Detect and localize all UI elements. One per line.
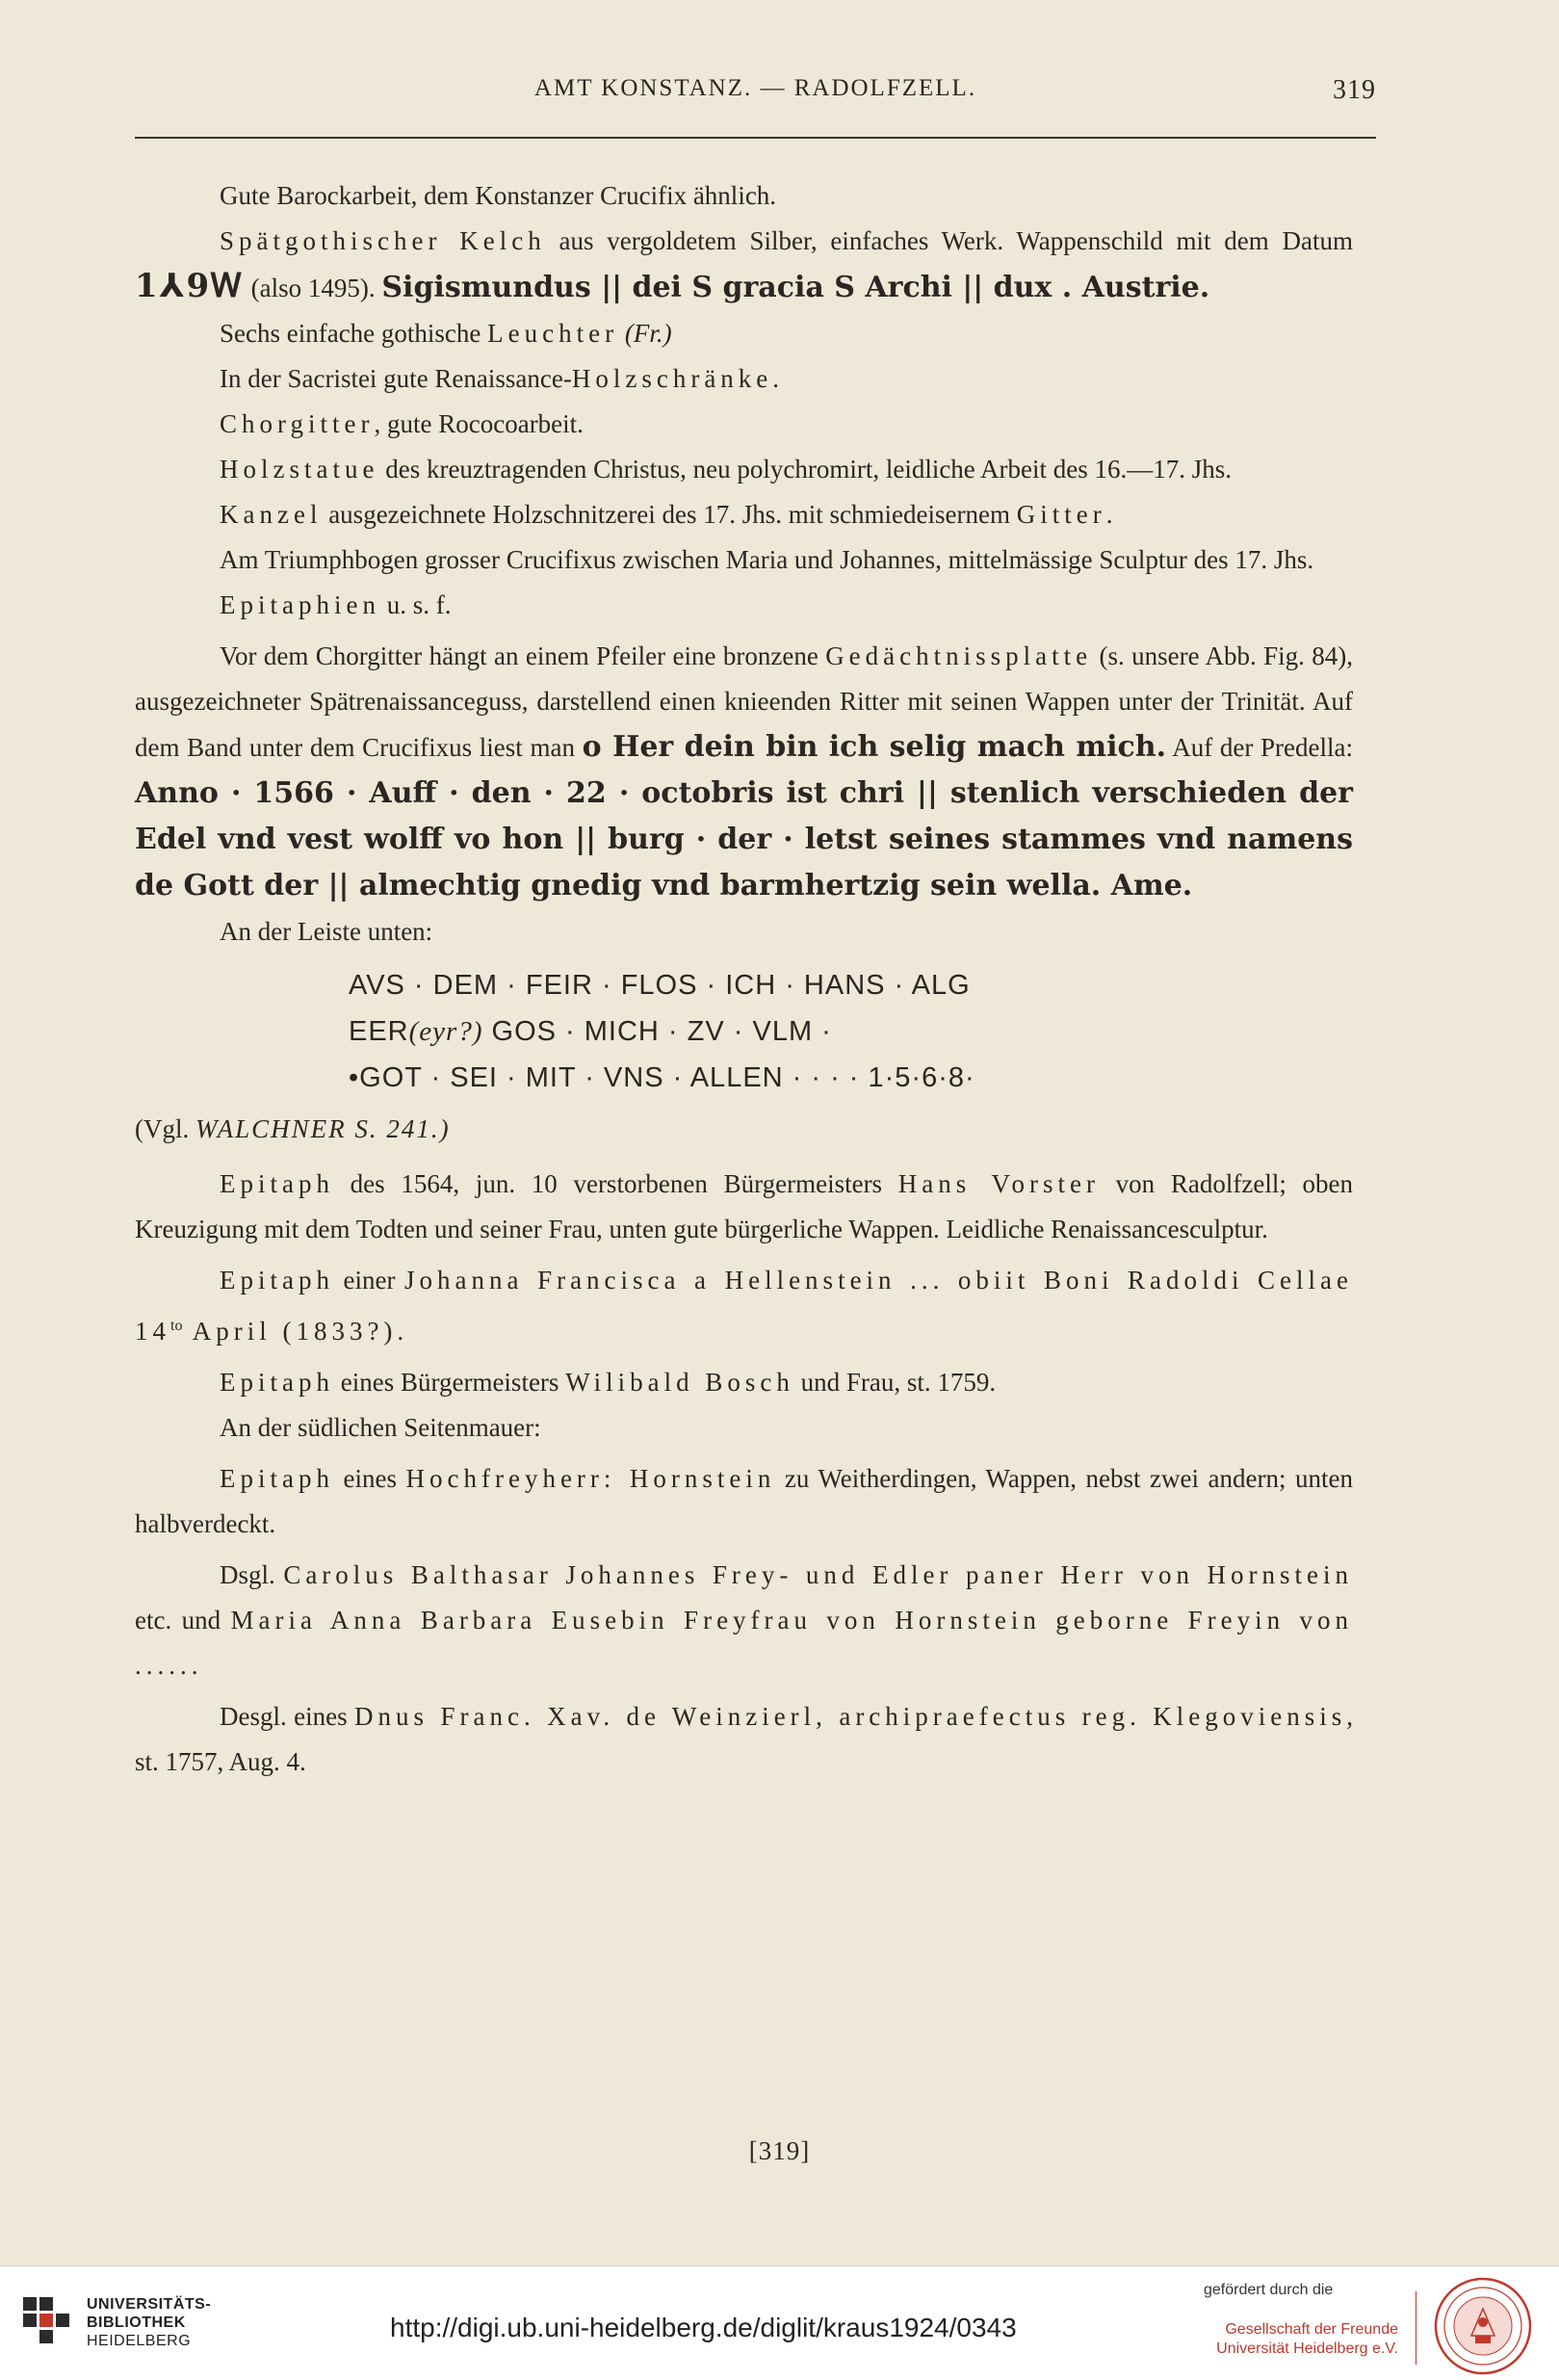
paragraph (135, 909, 1353, 955)
text: , gute Rococoarbeit. (374, 409, 584, 438)
permalink-url[interactable]: http://digi.ub.uni-heidelberg.de/diglit/kraus1924/0343 (390, 2313, 1017, 2342)
text: Sechs einfache gothische (220, 319, 488, 348)
university-seal-icon (1433, 2276, 1533, 2376)
page-number: 319 (1333, 75, 1376, 105)
spaced-term: April (1833?). (182, 1317, 409, 1346)
running-title: AMT KONSTANZ. — RADOLFZELL. (533, 75, 977, 101)
text: eines Bürgermeisters (333, 1368, 566, 1397)
text: des 1564, jun. 10 verstorbenen Bürgermeisters (333, 1169, 898, 1198)
spaced-term: Epitaph (220, 1266, 334, 1295)
paragraph (135, 402, 1353, 447)
text: (also 1495). (244, 274, 382, 302)
paragraph (135, 1162, 1353, 1252)
paragraph (135, 537, 1353, 583)
text: eines (333, 1464, 406, 1493)
spaced-term: Hochfreyherr: Hornstein (405, 1464, 776, 1493)
capital-inscription (349, 962, 1353, 1101)
paragraph (135, 1456, 1353, 1547)
paragraph (135, 1405, 1353, 1451)
text: einer (333, 1266, 405, 1295)
text: und Frau, st. 1759. (793, 1368, 997, 1397)
digitization-footer (0, 2265, 1559, 2380)
paragraph (135, 447, 1353, 492)
spaced-term: Gedächtnissplatte (825, 641, 1093, 670)
gothic-inscription: Sigismundus || dei S gracia S Archi || dux . Austrie. (381, 271, 1210, 304)
library-name-line: BIBLIOTHEK (87, 2315, 186, 2331)
spaced-term: Wilibald Bosch (565, 1368, 794, 1397)
inscription-line: •GOT · SEI · MIT · VNS · ALLEN · · · · 1·5·6·8· (349, 1062, 975, 1093)
text: etc. und (135, 1606, 231, 1635)
text: Am Triumphbogen grosser Crucifixus zwischen Maria und Johannes, mittelmässige Sculptur des 17. Jhs. (220, 545, 1314, 574)
text: des kreuztragenden Christus, neu polychromirt, leidliche Arbeit des 16.—17. Jhs. (378, 455, 1233, 484)
spaced-term: Holzschränke (571, 364, 773, 393)
library-name (87, 2295, 211, 2350)
text: , st. 1757, Aug. 4. (135, 1702, 1353, 1776)
spaced-term: Dnus Franc. Xav. de Weinzierl, archipraefectus reg. Klegoviensis (354, 1702, 1347, 1731)
text: aus vergoldetem Silber, einfaches Werk. Wappenschild mit dem Datum (545, 226, 1353, 255)
text: (Vgl. (135, 1114, 195, 1143)
paragraph (135, 583, 1353, 628)
text: EER (349, 1016, 409, 1047)
university-library-logo-icon (21, 2295, 71, 2353)
paragraph (135, 1258, 1353, 1354)
header-rule (135, 137, 1376, 139)
library-name-line: UNIVERSITÄTS- (87, 2296, 212, 2313)
paragraph-gedaechtnissplatte (135, 634, 1353, 909)
spaced-term: Spätgothischer Kelch (220, 226, 546, 255)
text: u. s. f. (379, 590, 452, 619)
library-name-line: HEIDELBERG (87, 2333, 192, 2349)
text: In der Sacristei gute Renaissance- (220, 364, 572, 393)
text: ausgezeichnete Holzschnitzerei des 17. Jhs. mit schmiedeisernem (322, 500, 1017, 529)
spaced-term: Johanna Francisca a Hellenstein ... obiit Boni Radoldi Cellae 14 (135, 1266, 1353, 1346)
text: Gute Barockarbeit, dem Konstanzer Crucifix ähnlich. (220, 181, 777, 210)
spaced-term: Epitaph (220, 1368, 334, 1397)
italic-note: (Fr.) (618, 319, 672, 348)
text: GOS · MICH · ZV · VLM · (482, 1016, 832, 1047)
paragraph (135, 311, 1353, 356)
paragraph (135, 356, 1353, 402)
spaced-term: Maria Anna Barbara Eusebin Freyfrau von Hornstein geborne Freyin von ...... (135, 1606, 1353, 1680)
text: Auf der Predella: (1166, 733, 1353, 762)
text: . (1105, 500, 1113, 529)
text: zu Weitherdingen, Wappen, nebst zwei andern; unten halbverdeckt. (135, 1464, 1353, 1538)
text: An der südlichen Seitenmauer: (220, 1413, 541, 1442)
paragraph (135, 1553, 1353, 1688)
paragraph-kelch (135, 219, 1353, 311)
sponsor-name-line: Gesellschaft der Freunde (1225, 2321, 1398, 2338)
paragraph (135, 1694, 1353, 1785)
reference-note (135, 1107, 1353, 1152)
spaced-term: Epitaphien (220, 590, 380, 619)
text: An der Leiste unten: (220, 917, 433, 946)
spaced-term: Gitter (1016, 500, 1106, 529)
italic-reference: WALCHNER S. 241.) (195, 1114, 451, 1143)
sponsor-label: gefördert durch die (1204, 2282, 1334, 2298)
text: (s. unsere Abb. Fig. 84), ausgezeichneter Spätrenaissanceguss, darstellend einen knieenden Ritter mit seinen Wappen unter der Trinität. Auf dem Band unter dem Crucifixus liest man (135, 641, 1353, 762)
spaced-term: Carolus Balthasar Johannes Frey- und Edler paner Herr von Hornstein (283, 1560, 1354, 1589)
spaced-term: Holzstatue (220, 455, 379, 484)
spaced-term: Epitaph (220, 1464, 334, 1493)
folio-number: [319] (748, 2136, 811, 2165)
paragraph (135, 1360, 1353, 1405)
sponsor-name (1215, 2320, 1398, 2359)
gothic-inscription: o Her dein bin ich selig mach mich. (582, 730, 1167, 764)
spaced-term: Epitaph (220, 1169, 334, 1198)
text: Desgl. eines (220, 1702, 355, 1731)
text: von Radolfzell; oben Kreuzigung mit dem Todten und seiner Frau, unten gute bürgerliche Wappen. Leidliche Renaissancesculptur. (135, 1169, 1353, 1243)
inscription-line (349, 1008, 1353, 1055)
superscript: to (170, 1318, 183, 1334)
text: Vor dem Chorgitter hängt an einem Pfeiler eine bronzene (220, 641, 826, 670)
paragraph (135, 492, 1353, 537)
inscription-line: AVS · DEM · FEIR · FLOS · ICH · HANS · ALG (349, 970, 971, 1001)
text: Dsgl. (220, 1560, 284, 1589)
date-mark: 1⅄9Ꮃ (135, 267, 245, 305)
paragraph (135, 173, 1353, 219)
spaced-term: Leuchter (487, 319, 619, 348)
body-text (135, 173, 1353, 1785)
text: . (772, 364, 780, 393)
sponsor-name-line: Universität Heidelberg e.V. (1216, 2341, 1398, 2357)
spaced-term: Kanzel (220, 500, 323, 529)
italic-note: (eyr?) (408, 1016, 483, 1047)
running-head (135, 75, 1376, 114)
gothic-inscription: Anno · 1566 · Auff · den · 22 · octobris ist chri || stenlich verschieden der Edel vnd vest wolff vo hon || burg · der · letst seines stammes vnd namens de Gott der || almechtig gnedig vnd barmhertzig sein wella. Ame. (135, 776, 1353, 902)
spaced-term: Chorgitter (220, 409, 375, 438)
spaced-term: Hans Vorster (897, 1169, 1100, 1198)
